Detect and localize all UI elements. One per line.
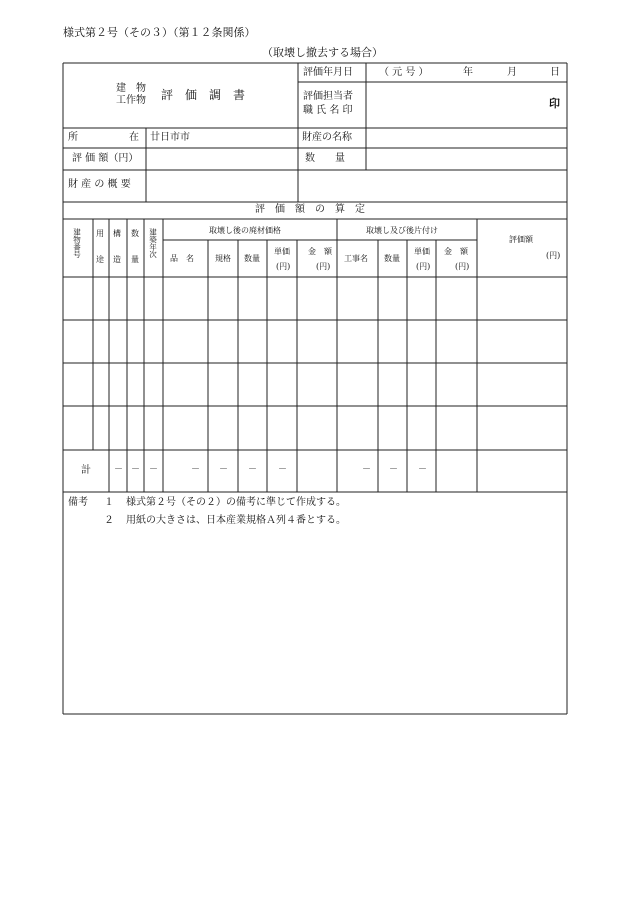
col-item-name: 品 名 (170, 254, 194, 263)
col-amount: 数量 (244, 254, 260, 263)
calc-section-title: 評 価 額 の 算 定 (255, 204, 365, 215)
location-value: 廿日市市 (150, 132, 190, 143)
form-subtitle: （取壊し撤去する場合） (262, 46, 383, 59)
group-demolition: 取壊し及び後片付け (366, 226, 438, 235)
total-dash-qty: － (131, 465, 141, 475)
col-spec: 規格 (215, 254, 231, 263)
col-unit-price-2: 単価 (414, 247, 430, 256)
col-structure-2: 造 (113, 255, 121, 264)
col-structure-1: 構 (113, 229, 121, 238)
kind-structure: 工作物 (116, 95, 146, 106)
notes-label: 備考 (68, 497, 88, 508)
col-evaluation-yen: (円) (546, 251, 561, 260)
col-evaluation: 評価額 (509, 235, 533, 244)
note-2-number: ２ (104, 515, 114, 526)
form-number: 様式第２号（その３）（第１２条関係） (63, 26, 256, 39)
total-dash-unit-price-2: － (418, 465, 428, 475)
total-dash-spec: － (219, 465, 229, 475)
col-qty-2: 量 (131, 255, 139, 264)
col-unit-price-2-yen: (円) (416, 262, 431, 271)
month-label: 月 (507, 67, 517, 78)
col-use-2: 途 (96, 255, 104, 264)
col-amount-2: 数量 (384, 254, 400, 263)
total-dash-year: － (149, 465, 159, 475)
col-money-2: 金 額 (444, 247, 468, 256)
col-work-name: 工事名 (344, 254, 368, 263)
col-qty-1: 数 (131, 229, 139, 238)
era-field: （ 元 号 ） (379, 67, 429, 78)
location-label-1: 所 (68, 132, 78, 143)
year-label: 年 (463, 67, 473, 78)
total-label: 計 (81, 465, 91, 476)
document-title: 評 価 調 書 (161, 88, 246, 102)
col-money-2-yen: (円) (455, 262, 470, 271)
total-dash-amount-2: － (389, 465, 399, 475)
valuation-label: 評 価 額（円） (72, 153, 139, 164)
seal-mark: 印 (549, 97, 560, 110)
note-2-text: 用紙の大きさは、日本産業規格Ａ列４番とする。 (126, 515, 346, 526)
total-dash-item: － (191, 465, 201, 475)
overview-label: 財 産 の 概 要 (68, 179, 131, 190)
location-label-2: 在 (129, 132, 139, 143)
group-scrap-value: 取壊し後の廃材価格 (209, 226, 281, 235)
col-unit-price: 単価 (274, 247, 290, 256)
kind-building: 建 物 (116, 83, 146, 94)
day-label: 日 (550, 67, 560, 78)
col-money-yen: (円) (316, 262, 331, 271)
total-dash-structure: － (114, 465, 124, 475)
quantity-label: 数 量 (305, 153, 345, 164)
total-dash-work-name: － (362, 465, 372, 475)
col-money: 金 額 (308, 247, 332, 256)
note-1-text: 様式第２号（その２）の備考に準じて作成する。 (126, 497, 346, 508)
col-construction-year: 建築年次 (148, 228, 158, 258)
col-unit-price-yen: (円) (276, 262, 291, 271)
note-1-number: １ (104, 497, 114, 508)
total-dash-amount: － (248, 465, 258, 475)
total-dash-unit-price: － (278, 465, 288, 475)
col-building-no: 建物番号 (72, 228, 82, 258)
assessor-name-seal-label: 職 氏 名 印 (303, 105, 353, 116)
eval-date-label: 評価年月日 (303, 67, 353, 78)
assessor-label: 評価担当者 (303, 91, 353, 102)
col-use-1: 用 (96, 229, 104, 238)
property-name-label: 財産の名称 (302, 132, 352, 143)
